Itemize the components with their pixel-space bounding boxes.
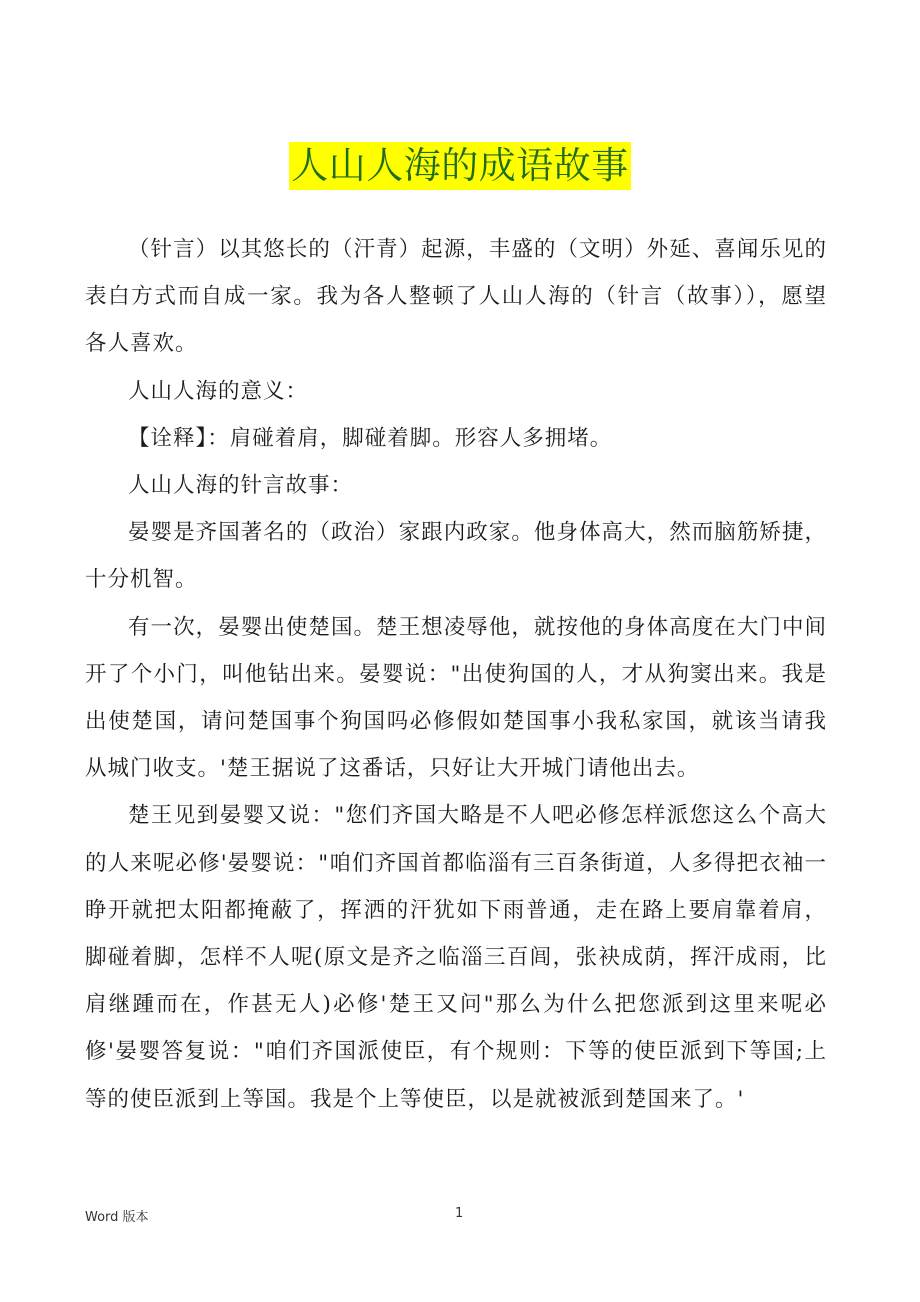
- paragraph-intro: （针言）以其悠长的（汗青）起源，丰盛的（文明）外延、喜闻乐见的表白方式而自成一家。我为各人整顿了人山人海的（针言（故事）），愿望各人喜欢。: [85, 237, 827, 357]
- document-title: 人山人海的成语故事: [289, 142, 631, 190]
- footer-version-label: Word 版本: [85, 1210, 149, 1225]
- paragraph-story-1: 晏婴是齐国著名的（政治）家跟内政家。他身体高大，然而脑筋矫捷，十分机智。: [85, 520, 827, 593]
- paragraph-story-heading: 人山人海的针言故事：: [128, 473, 354, 499]
- footer-page-number: 1: [455, 1206, 464, 1221]
- document-body: [85, 226, 827, 1123]
- paragraph-explanation: 【诠释】：肩碰着肩，脚碰着脚。形容人多拥堵。: [128, 425, 613, 451]
- paragraph-story-3: 楚王见到晏婴又说："您们齐国大略是不人吧必修怎样派您这么个高大的人来呢必修'晏婴说："咱们齐国首都临淄有三百条街道，人多得把衣袖一睁开就把太阳都掩蔽了，挥洒的汗犹如下雨普通，走在路上要肩靠着肩，脚碰着脚，怎样不人呢(原文是齐之临淄三百闾，张袂成荫，挥汗成雨，比肩继踵而在，作甚无人)必修'楚王又问"那么为什么把您派到这里来呢必修'晏婴答复说："咱们齐国派使臣，有个规则：下等的使臣派到下等国;上等的使臣派到上等国。我是个上等使臣，以是就被派到楚国来了。': [85, 803, 827, 1112]
- paragraph-story-2: 有一次，晏婴出使楚国。楚王想凌辱他，就按他的身体高度在大门中间开了个小门，叫他钻出来。晏婴说："出使狗国的人，才从狗窦出来。我是出使楚国，请问楚国事个狗国吗必修假如楚国事小我私家国，就该当请我从城门收支。'楚王据说了这番话，只好让大开城门请他出去。: [85, 614, 827, 782]
- paragraph-meaning-heading: 人山人海的意义：: [128, 378, 309, 404]
- title-container: [0, 142, 920, 190]
